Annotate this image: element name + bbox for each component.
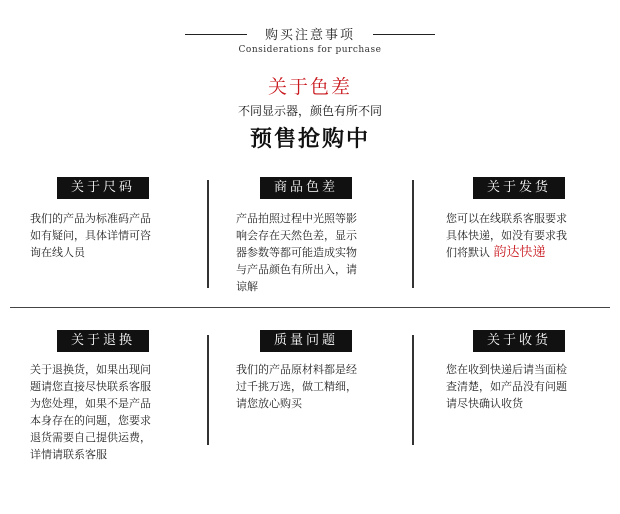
divider-horizontal xyxy=(10,307,610,308)
card-quality-line: 过千挑万选，做工精细， xyxy=(236,380,357,393)
card-returns-line: 本身存在的问题，您要求 xyxy=(30,414,151,427)
card-shipping-line: 您可以在线联系客服要求 xyxy=(446,212,567,225)
card-returns-title: 关于退换 xyxy=(57,330,149,352)
card-receipt-line: 您在收到快递后请当面检 xyxy=(446,363,567,376)
divider-vertical xyxy=(412,335,414,445)
card-size-body xyxy=(30,210,180,261)
card-color-line: 产品拍照过程中光照等影 xyxy=(236,212,357,225)
card-color-title: 商品色差 xyxy=(260,177,352,199)
card-size-line: 询在线人员 xyxy=(30,246,85,259)
card-color-line: 响会存在天然色差，显示 xyxy=(236,229,357,242)
divider-vertical xyxy=(207,180,209,288)
presale-title: 预售抢购中 xyxy=(249,127,370,152)
card-shipping-body xyxy=(446,210,611,261)
card-color-line: 器参数等都可能造成实物 xyxy=(236,246,357,259)
divider-vertical xyxy=(412,180,414,288)
header-rule-right xyxy=(373,34,435,35)
card-color-line: 谅解 xyxy=(236,280,258,293)
card-quality-title: 质量问题 xyxy=(260,330,352,352)
courier-highlight: 韵达快递 xyxy=(493,245,546,260)
card-size-line: 如有疑问，具体详情可咨 xyxy=(30,229,151,242)
card-shipping-line xyxy=(446,244,611,261)
page-subtitle: Considerations for purchase xyxy=(238,45,382,55)
card-size-line: 我们的产品为标准码产品 xyxy=(30,212,151,225)
card-quality-line: 请您放心购买 xyxy=(236,397,302,410)
card-shipping-line: 具体快递，如没有要求我 xyxy=(446,229,567,242)
card-shipping-title: 关于发货 xyxy=(473,177,565,199)
card-receipt-line: 请尽快确认收货 xyxy=(446,397,523,410)
card-receipt-body xyxy=(446,361,611,412)
card-color-body xyxy=(236,210,396,295)
card-returns-line: 关于退换货，如果出现问 xyxy=(30,363,151,376)
card-color-line: 与产品颜色有所出入，请 xyxy=(236,263,357,276)
card-returns-line: 为您处理，如果不是产品 xyxy=(30,397,151,410)
card-returns-line: 退货需要自己提供运费， xyxy=(30,431,151,444)
card-shipping-prefix: 们将默认 xyxy=(446,246,490,259)
card-receipt-title: 关于收货 xyxy=(473,330,565,352)
color-difference-text: 不同显示器，颜色有所不同 xyxy=(237,104,382,118)
color-difference-title: 关于色差 xyxy=(267,76,352,98)
card-quality-body xyxy=(236,361,396,412)
card-returns-body xyxy=(30,361,190,463)
page-title: 购买注意事项 xyxy=(264,28,355,43)
divider-vertical xyxy=(207,335,209,445)
card-returns-line: 详情请联系客服 xyxy=(30,448,107,461)
card-quality-line: 我们的产品原材料都是经 xyxy=(236,363,357,376)
card-size-title: 关于尺码 xyxy=(57,177,149,199)
card-receipt-line: 查清楚，如产品没有问题 xyxy=(446,380,567,393)
card-returns-line: 题请您直接尽快联系客服 xyxy=(30,380,151,393)
